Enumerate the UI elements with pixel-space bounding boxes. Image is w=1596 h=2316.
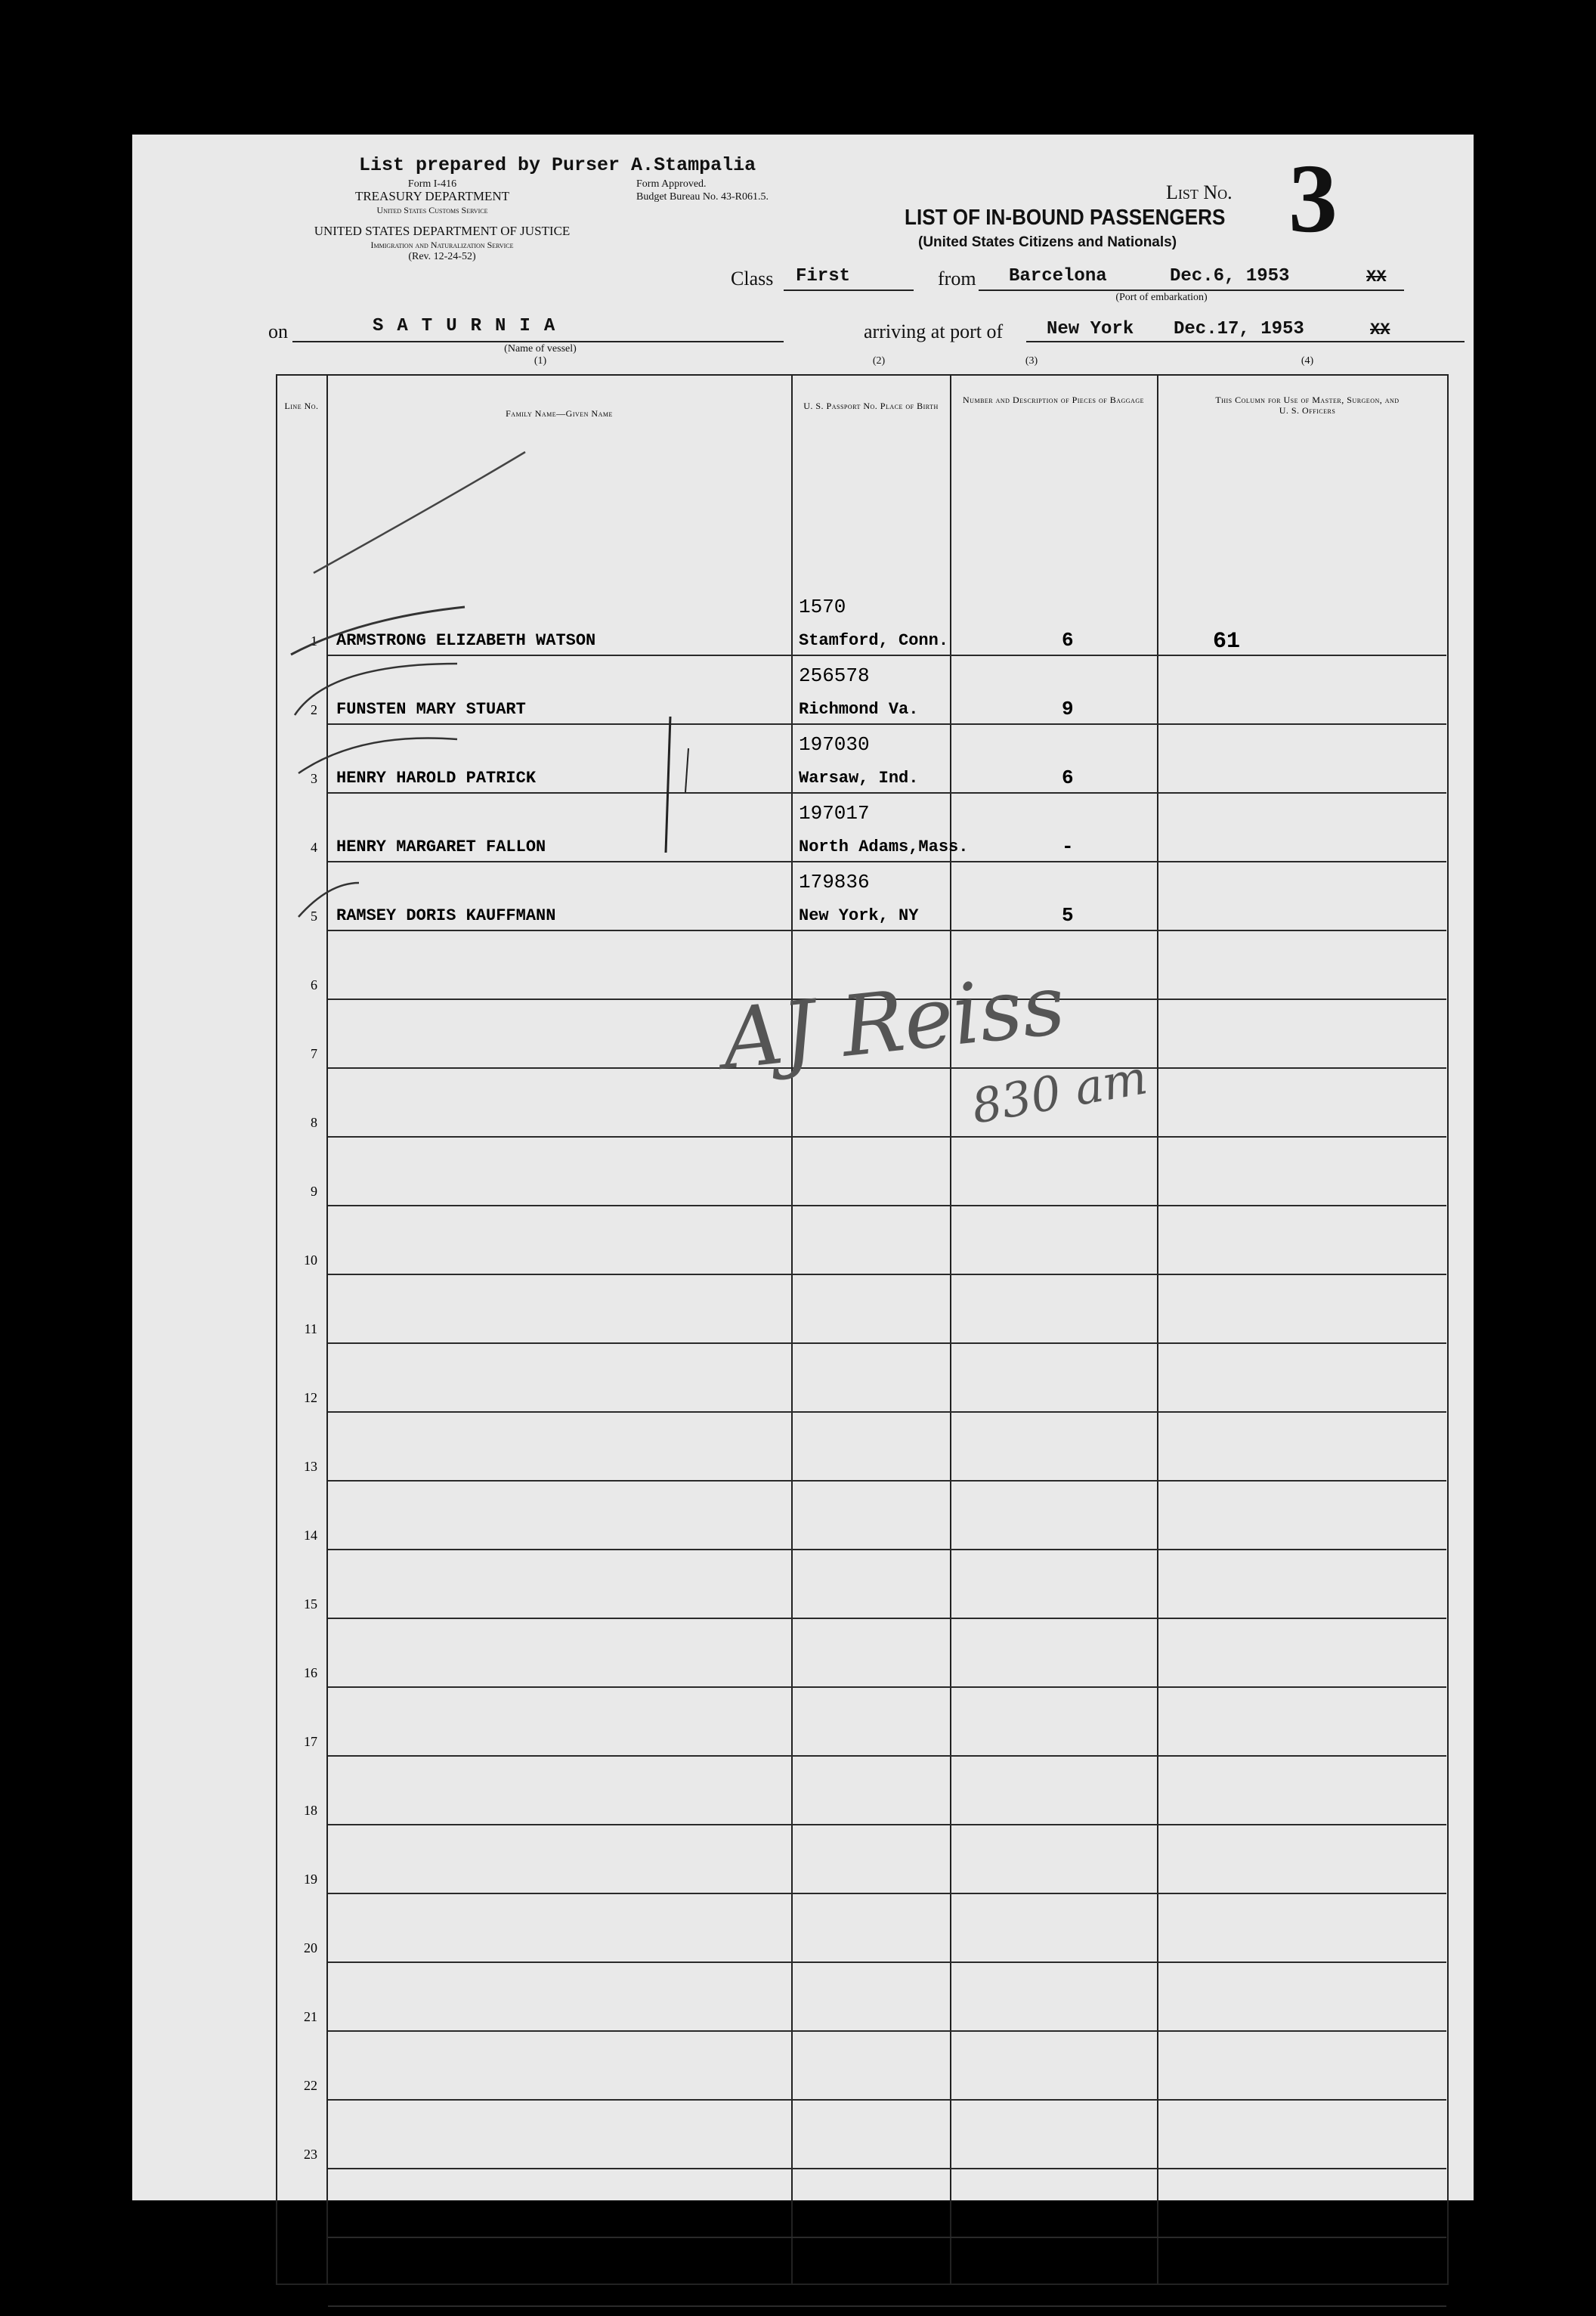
passport-number: 1570 — [799, 596, 846, 618]
row-line-number: 17 — [304, 1734, 317, 1749]
customs-service: United States Customs Service — [376, 205, 488, 215]
arrival-date: Dec.17, 1953 — [1174, 319, 1304, 339]
row-line-number: 8 — [311, 1115, 317, 1130]
year-mark: XX — [1366, 268, 1387, 286]
passport-number: 197030 — [799, 733, 870, 756]
row-line-number: 1 — [311, 633, 317, 649]
row-line-number: 7 — [311, 1046, 317, 1061]
passenger-name: HENRY HAROLD PATRICK — [336, 769, 537, 788]
passport-number: 197017 — [799, 802, 870, 825]
prepared-by-stamp: List prepared by Purser A.Stampalia — [359, 154, 756, 176]
header-family-name: Family Name—Given Name — [506, 408, 613, 419]
row-line-number: 3 — [311, 771, 317, 786]
header-passport: U. S. Passport No. Place of Birth — [803, 401, 939, 411]
column-number-4: (4) — [1301, 355, 1314, 367]
row-rule — [328, 1961, 1446, 1963]
revision-date: (Rev. 12-24-52) — [408, 251, 476, 262]
birthplace: New York, NY — [799, 906, 919, 925]
row-rule — [328, 2305, 1446, 2307]
row-rule — [328, 655, 1446, 656]
birthplace: Stamford, Conn. — [799, 631, 949, 650]
row-line-number: 15 — [304, 1596, 317, 1612]
row-line-number: 13 — [304, 1459, 317, 1474]
row-rule — [328, 723, 1446, 725]
baggage-count: 5 — [1062, 904, 1074, 927]
row-rule — [328, 1136, 1446, 1138]
row-rule — [328, 2099, 1446, 2101]
row-rule — [328, 2237, 1446, 2238]
passenger-name: RAMSEY DORIS KAUFFMANN — [336, 906, 556, 925]
row-line-number: 12 — [304, 1390, 317, 1405]
form-approved: Form Approved. — [636, 178, 707, 190]
header-officers: This Column for Use of Master, Surgeon, and U. S. Officers — [1215, 395, 1400, 416]
row-rule — [328, 1549, 1446, 1550]
row-line-number: 24 — [304, 2215, 317, 2231]
departure-date: Dec.6, 1953 — [1170, 266, 1290, 286]
baggage-count: 6 — [1062, 766, 1074, 789]
document-title: LIST OF IN-BOUND PASSENGERS — [905, 206, 1226, 230]
vessel-name: SATURNIA — [373, 316, 569, 336]
row-rule — [328, 1411, 1446, 1413]
row-line-number: 4 — [311, 840, 317, 855]
header-baggage: Number and Description of Pieces of Baggage — [963, 395, 1144, 405]
baggage-count: - — [1062, 835, 1074, 858]
budget-bureau: Budget Bureau No. 43-R061.5. — [636, 191, 769, 203]
row-rule — [328, 1342, 1446, 1344]
row-line-number: 10 — [304, 1252, 317, 1268]
row-line-number: 5 — [311, 909, 317, 924]
officer-note: 61 — [1213, 629, 1241, 655]
row-rule — [328, 1274, 1446, 1275]
row-line-number: 21 — [304, 2009, 317, 2024]
row-rule — [328, 2168, 1446, 2169]
row-line-number: 14 — [304, 1528, 317, 1543]
class-value: First — [796, 266, 851, 286]
document-subtitle: (United States Citizens and Nationals) — [918, 234, 1177, 250]
birthplace: Warsaw, Ind. — [799, 769, 919, 788]
birthplace: Richmond Va. — [799, 700, 919, 719]
port-of-embarkation: Barcelona — [1009, 266, 1107, 286]
class-label: Class — [731, 268, 774, 290]
row-line-number: 2 — [311, 702, 317, 717]
arrival-year-mark: XX — [1370, 320, 1390, 339]
row-rule — [328, 2030, 1446, 2032]
naturalization-service: Immigration and Naturalization Service — [370, 240, 514, 250]
row-line-number: 22 — [304, 2078, 317, 2093]
row-rule — [328, 1618, 1446, 1619]
table-border — [276, 374, 1449, 2285]
header-line-no: Line No. — [284, 401, 319, 411]
column-number-2: (2) — [872, 355, 886, 367]
row-rule — [328, 930, 1446, 931]
vessel-name-caption: (Name of vessel) — [504, 343, 577, 355]
row-rule — [328, 792, 1446, 794]
passport-number: 179836 — [799, 871, 870, 893]
passenger-table — [132, 135, 1474, 2316]
row-line-number: 25 — [304, 2284, 317, 2299]
row-rule — [328, 1480, 1446, 1482]
row-line-number: 23 — [304, 2147, 317, 2162]
row-rule — [328, 1686, 1446, 1688]
list-number-label: List No. — [1166, 181, 1233, 203]
row-line-number: 20 — [304, 1940, 317, 1955]
arrival-port: New York — [1047, 319, 1134, 339]
arriving-label: arriving at port of — [864, 320, 1004, 342]
column-number-3: (3) — [1025, 355, 1038, 367]
birthplace: North Adams,Mass. — [799, 838, 969, 856]
column-number-1: (1) — [534, 355, 547, 367]
port-of-embarkation-caption: (Port of embarkation) — [1115, 292, 1208, 303]
print-code: 48322 — [1383, 2305, 1410, 2316]
row-line-number: 9 — [311, 1184, 317, 1199]
department-of-justice: UNITED STATES DEPARTMENT OF JUSTICE — [314, 224, 571, 238]
row-line-number: 16 — [304, 1665, 317, 1680]
handwritten-time: 830 am — [967, 1049, 1152, 1135]
baggage-count: 6 — [1062, 629, 1074, 652]
list-number: 3 — [1288, 144, 1338, 253]
baggage-count: 9 — [1062, 698, 1074, 720]
treasury-department: TREASURY DEPARTMENT — [354, 189, 510, 203]
handwritten-signature: AJ Reiss — [717, 955, 1069, 1088]
passenger-name: FUNSTEN MARY STUART — [336, 700, 526, 719]
passenger-name: ARMSTRONG ELIZABETH WATSON — [336, 631, 596, 650]
row-rule — [328, 1824, 1446, 1825]
row-rule — [328, 1893, 1446, 1894]
passport-number: 256578 — [799, 664, 870, 687]
passenger-name: HENRY MARGARET FALLON — [336, 838, 546, 856]
row-rule — [328, 1205, 1446, 1206]
row-line-number: 6 — [311, 977, 317, 992]
on-label: on — [268, 320, 288, 342]
row-rule — [328, 1755, 1446, 1757]
row-rule — [328, 861, 1446, 862]
form-number: Form I-416 — [407, 178, 457, 190]
from-label: from — [938, 268, 976, 290]
row-line-number: 11 — [304, 1321, 317, 1336]
row-line-number: 18 — [304, 1803, 317, 1818]
row-line-number: 19 — [304, 1872, 317, 1887]
